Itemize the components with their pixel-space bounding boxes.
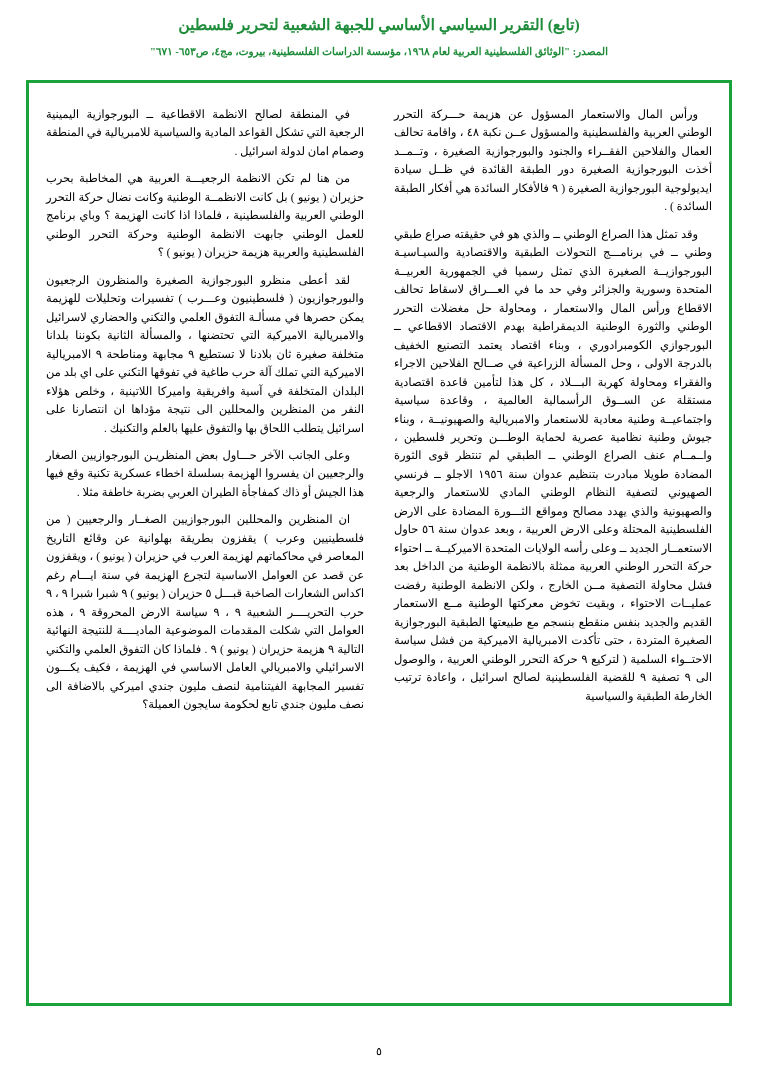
- page-number: ٥: [376, 1046, 382, 1058]
- document-page: [0, 14, 758, 1092]
- paragraph: ورأس المال والاستعمار المسؤول عن هزيمة حـــركة التحرر الوطني العربية والفلسطينية والمسؤول عــن نكبة ٤٨ ، واقامة تحالف العمال والفلاحين الفقــراء والجنود والبورجوازية الصغيرة ، وتــمــد أخذت البورجوازية الصغيرة دور الطبقة القائدة في ظــل سيادة ايديولوجية البورجوازية الصغيرة ( ٩ فالأفكار السائدة هي أفكار الطبقة السائدة ) .: [394, 109, 713, 214]
- column-left: [46, 106, 364, 984]
- paragraph: وقد تمثل هذا الصراع الوطني ــ والذي هو في حقيقته صراع طبقي وطني ــ في برنامـــج التحولات الطبقية والاقتصادية والسيـاسيـة البورجوازيــة الصغيرة الذي تمثل رسميا في الجمهورية العربيــة المتحدة وسورية والجزائر وفي حد ما في العـــراق لاسقاط تحالف الاقطاع ورأس المال والاستعمار ، ومحاولة حل مغضلات التحرر الوطني والثورة الوطنية الديمقراطية بهدم الاقتصاد الاقطاعي ــ البورجوازي الكومبرادوري ، وبناء اقتصاد يعتمد التصنيع الخفيف بالدرجة الاولى ، وحل المسألة الزراعية في صــالح الفلاحين الاجراء والفقراء ومحاولة كهربة البـــلاد ، كل هذا لتأمين قاعدة اقتصادية مستقلة عن الســوق الرأسمالية العالمية ، وقاعدة سياسية واجتماعيــة وطنية معادية للاستعمار والامبريالية والصهيونيــة ، وبناء جيوش وطنية نظامية عصرية لحماية الوطـــن وتحرير فلسطين ، واــمــام عنف الصراع الوطني ــ الطبقي لم تنتظر قوى الثورة المضادة طويلا مبادرت بتنظيم عدوان سنة ١٩٥٦ الاجلو ــ فرنسي الصهيوني لتصفية النظام الوطني المادي للاستعمار والرجعية والصهيونية والذي يهدد مصالح ومواقع الثـــورة المضادة على الارض الفلسطينية المحتلة وعلى الارض العربية ، وبعد عدوان سنة ٥٦ حاول الاستعمــار الجديد ــ وعلى رأسه الولايات المتحدة الاميركيــة ــ احتواء حركة التحرر الوطني العربية ممثلة بالانظمة الوطنية من الداخل بعد فشل محاولة التصفية مــن الخارج ، ولكن الانظمة الوطنية رفضت عمليــات الاحتواء ، وبقيت تخوض معركتها الوطنية مــع الاستعمار القديم والجديد بنفس منقطع بنسجم مع طبيعتها الطبقية البورجوازية الصغيرة المتردة ، حتى تأكدت الامبريالية الاميركية من فشل سياسة الاحتــواء السلمية ( لتركيع ٩ حركة التحرر الوطني العربية ، والوصول الى ٩ تصفية ٩ للقضية الفلسطينية لصالح اسرائيل ، واعادة ترتيب الخارطة الطبقية والسياسية: [394, 228, 713, 703]
- article-columns: [46, 106, 712, 984]
- document-source: المصدر: "الوثائق الفلسطينية العربية لعام ١٩٦٨، مؤسسة الدراسات الفلسطينية، بيروت، مج٤، ص٦٥٣- ٦٧١": [150, 47, 608, 59]
- paragraph: لقد أعطى منظرو البورجوازية الصغيرة والمنظرون الرجعيون والبورجوازيون ( فلسطينيون وعـــرب ) تفسيرات وتحليلات للهزيمة يمكن حصرها في مسألـة التفوق العلمي والتكني والحضاري لاسرائيل والامبريالية الاميركية التي تحتضنها ، والمسألة الثانية بكوننا بلدانا متخلفة صغيرة ثان بلادنا لا تستطيع ٩ مجابهة ومناطحة ٩ الامبريالية الاميركية التي تملك آلة حرب طاغية في تفوقها التكني على اي بلد من البلدان المتخلفة في آسية وافريقية واميركا اللاتينية ، وخلص هؤلاء النفر من المنظرين والمحللين الى نتيجة مؤداها ان انتصارنا على اسرائيل يتطلب اللحاق بها والتفوق عليها بالعلم والتكنيك .: [46, 274, 364, 435]
- paragraph: ان المنظرين والمحللين البورجوازيين الصغــار والرجعيين ( من فلسطينيين وعرب ) يقفزون بطريقة بهلوانية عن وقائع التاريخ المعاصر في محاكماتهم لهزيمة العرب في حزيران ( يونيو ) ، ويقفزون عن قصد عن العوامل الاساسية لتجرع الهزيمة في سنة ايـــام رغم اكداس الشعارات الصاخبة قبـــل ٥ حزيران ( يونيو ) ٩ شبرا شبرا ٩ ، ٩ حرب التحريــــر الشعبية ٩ ، ٩ سياسة الارض المحروقة ٩ ، هذه العوامل التي شكلت المقدمات الموضوعية الماديــــة للنتيجة النهائية التالية ٩ هزيمة حزيران ( يونيو ) ٩ . فلماذا كان التفوق العلمي والتكني الاسرائيلي والامبريالي العامل الاساسي في الهزيمة ، فكيف يكـــون تفسير المجابهة الفيتنامية لنصف مليون جندي اميركي بالاضافة الى نصف مليون جندي تابع لحكومة سايجون العميلة؟: [46, 514, 365, 712]
- column-right: [394, 106, 712, 984]
- paragraph: في المنطقة لصالح الانظمة الاقطاعية ــ البورجوازية اليمينية الرجعية التي تشكل القواعد المادية والسياسية للامبريالية في المنطقة وصمام امان لدولة اسرائيل .: [46, 109, 364, 158]
- paragraph: من هنا لم تكن الانظمة الرجعيـــة العربية هي المخاطبة بحرب حزيران ( يونيو ) بل كانت الانظمــة الوطنية وكانت نضال حركة التحرر الوطني العربية والفلسطينية ، فلماذا اذا كانت الهزيمة ؟ وباي برنامج للعمل الوطني جابهت الانظمة الوطنية وحركة التحرر الوطني الفلسطينية والعربية هزيمة حزيران ( يونيو ) ؟: [46, 173, 364, 260]
- page-title: (تابع) التقرير السياسي الأساسي للجبهة الشعبية لتحرير فلسطين: [178, 17, 580, 34]
- paragraph: وعلى الجانب الآخر حـــاول بعض المنظريـن البورجوازيين الصغار والرجعيين ان يفسروا الهزيمة بسلسلة اخطاء عسكرية تكنية وقع فيها هذا الجيش أو ذاك كمفاجأة الطيران العربي بضربة خاطفة مثلا .: [46, 449, 364, 499]
